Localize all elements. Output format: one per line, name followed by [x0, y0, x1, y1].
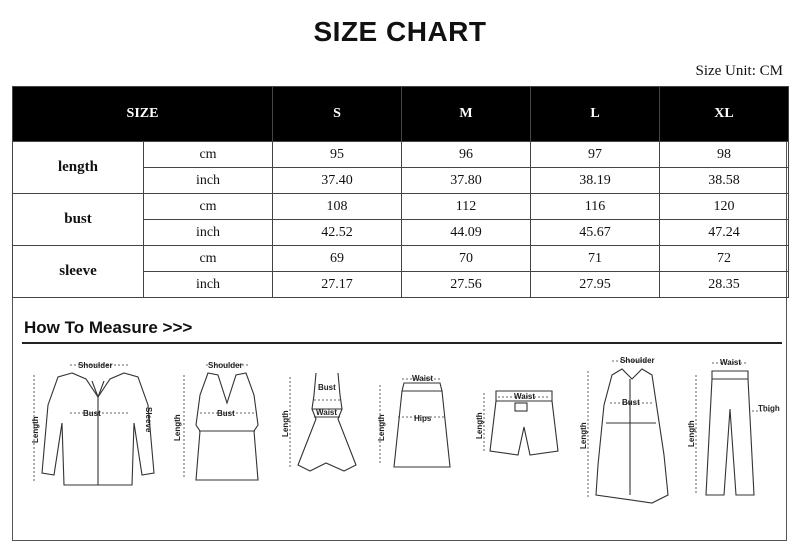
value-cell: 38.58: [660, 168, 789, 194]
coat-figure: [596, 369, 668, 503]
label-waist-7: Waist: [720, 358, 742, 367]
size-table: [12, 86, 789, 298]
value-cell: 71: [531, 246, 660, 272]
value-cell: 27.95: [531, 272, 660, 298]
value-cell: 42.52: [273, 220, 402, 246]
label-bust-1: Bust: [83, 409, 101, 418]
size-col-m: M: [402, 87, 531, 142]
label-length-2: Length: [173, 414, 182, 441]
unit-cell: cm: [144, 142, 273, 168]
value-cell: 95: [273, 142, 402, 168]
label-thigh-7: Thigh: [758, 404, 780, 413]
value-cell: 116: [531, 194, 660, 220]
row-group-bust: bust: [13, 194, 144, 246]
table-row: [13, 246, 789, 272]
label-bust-3: Bust: [318, 383, 336, 392]
size-col-s: S: [273, 87, 402, 142]
size-header-cell: SIZE: [13, 87, 273, 142]
value-cell: 45.67: [531, 220, 660, 246]
measurement-illustrations: [0, 345, 800, 540]
value-cell: 38.19: [531, 168, 660, 194]
label-waist-3: Waist: [316, 408, 338, 417]
unit-cell: cm: [144, 194, 273, 220]
row-group-length: length: [13, 142, 144, 194]
value-cell: 37.80: [402, 168, 531, 194]
value-cell: 28.35: [660, 272, 789, 298]
size-col-l: L: [531, 87, 660, 142]
value-cell: 97: [531, 142, 660, 168]
page-title: SIZE CHART: [313, 16, 487, 47]
how-to-measure-title: How To Measure >>>: [24, 318, 193, 337]
value-cell: 69: [273, 246, 402, 272]
value-cell: 44.09: [402, 220, 531, 246]
value-cell: 47.24: [660, 220, 789, 246]
label-length-6: Length: [579, 422, 588, 449]
value-cell: 72: [660, 246, 789, 272]
unit-cell: inch: [144, 272, 273, 298]
value-cell: 27.56: [402, 272, 531, 298]
label-shoulder-6: Shoulder: [620, 356, 655, 365]
label-bust-2: Bust: [217, 409, 235, 418]
label-bust-6: Bust: [622, 398, 640, 407]
blouse-figure: [42, 373, 154, 485]
label-sleeve-1: Sleeve: [144, 407, 153, 433]
table-row: [13, 142, 789, 168]
value-cell: 98: [660, 142, 789, 168]
pants-figure: [706, 371, 754, 495]
size-header-row: [13, 87, 789, 142]
label-length-3: Length: [281, 410, 290, 437]
label-length-7: Length: [687, 420, 696, 447]
how-to-measure-rule: [22, 342, 782, 344]
label-length-4: Length: [377, 414, 386, 441]
value-cell: 96: [402, 142, 531, 168]
unit-cell: inch: [144, 220, 273, 246]
value-cell: 37.40: [273, 168, 402, 194]
row-group-sleeve: sleeve: [13, 246, 144, 298]
value-cell: 108: [273, 194, 402, 220]
label-length-1: Length: [31, 416, 40, 443]
unit-cell: inch: [144, 168, 273, 194]
value-cell: 70: [402, 246, 531, 272]
label-hips-4: Hips: [414, 414, 432, 423]
label-length-5: Length: [475, 412, 484, 439]
label-shoulder-1: Shoulder: [78, 361, 113, 370]
label-waist-5: Waist: [514, 392, 536, 401]
unit-cell: cm: [144, 246, 273, 272]
value-cell: 120: [660, 194, 789, 220]
value-cell: 27.17: [273, 272, 402, 298]
value-cell: 112: [402, 194, 531, 220]
label-shoulder-2: Shoulder: [208, 361, 243, 370]
table-row: [13, 194, 789, 220]
vest-figure: [196, 373, 258, 480]
label-waist-4: Waist: [412, 374, 434, 383]
skirt-figure: [394, 383, 450, 467]
size-col-xl: XL: [660, 87, 789, 142]
size-unit-label: Size Unit: CM: [695, 63, 783, 79]
